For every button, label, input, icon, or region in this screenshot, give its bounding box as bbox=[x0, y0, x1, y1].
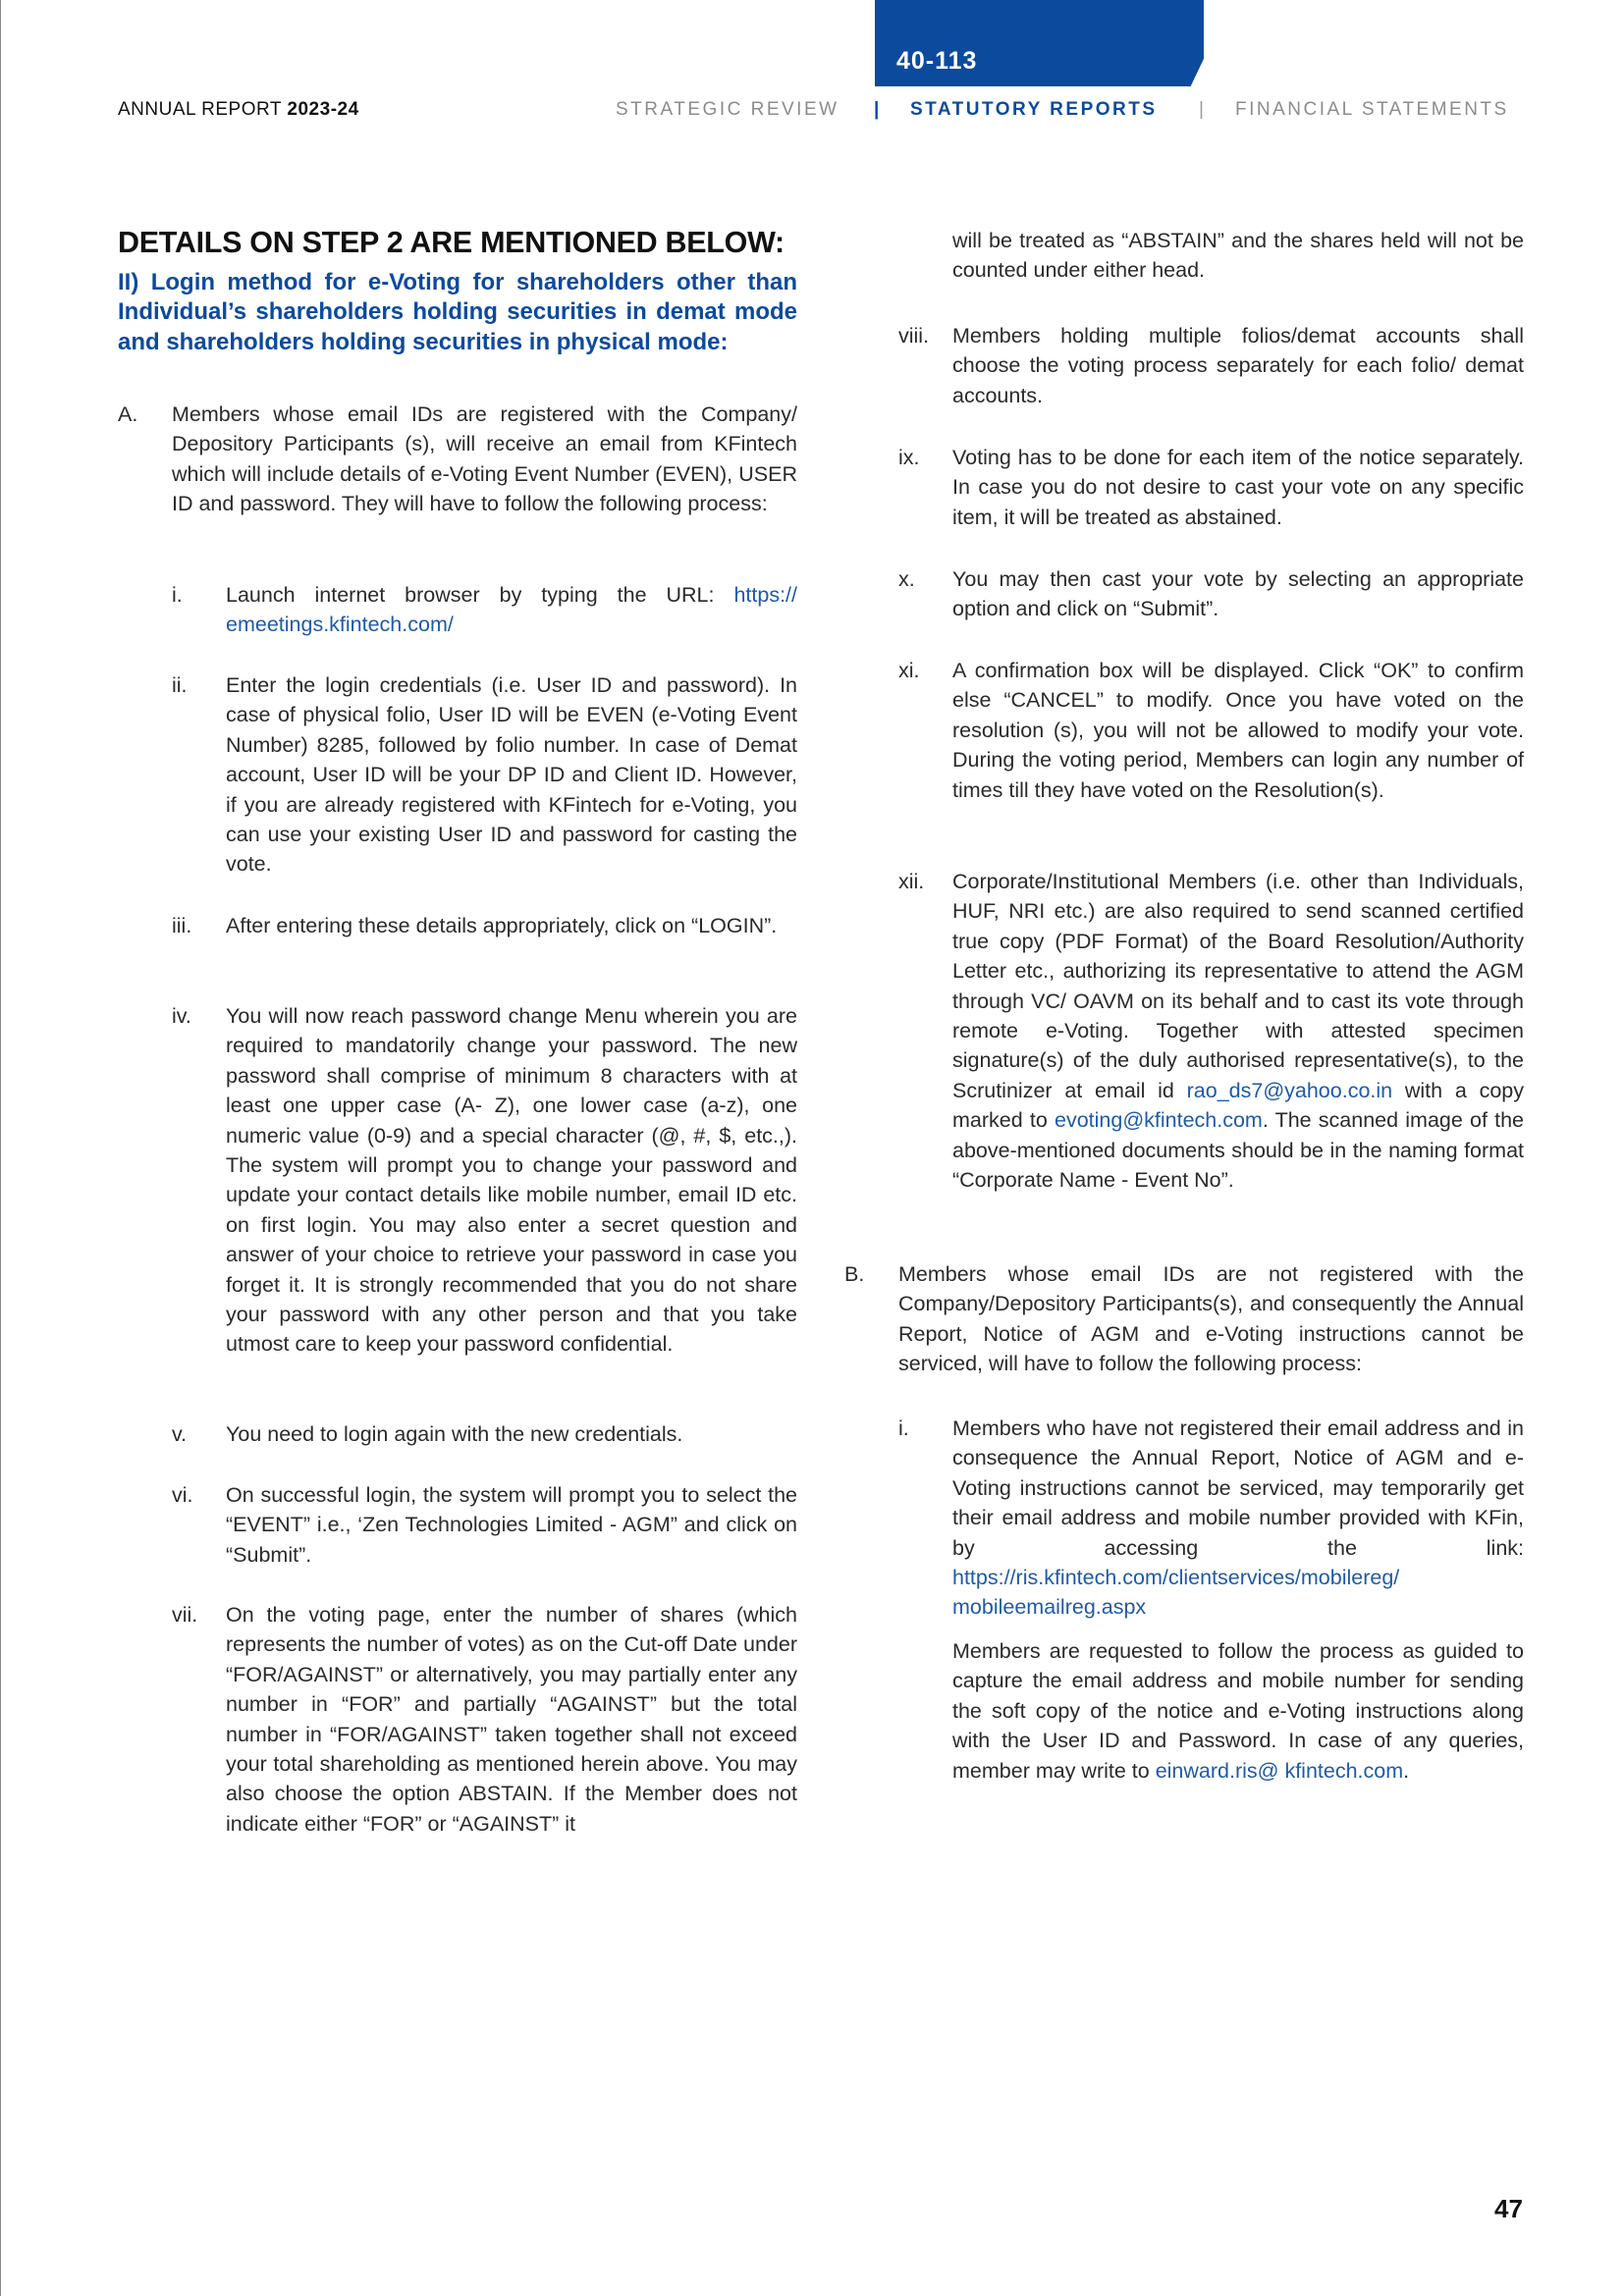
list-marker: B. bbox=[844, 1262, 865, 1286]
list-item bbox=[226, 580, 797, 640]
list-marker: ix. bbox=[898, 446, 920, 469]
section-subheading: II) Login method for e-Voting for shareholders other than Individual’s shareholders holding securities in demat mode and shareholders holding securities in physical mode: bbox=[118, 269, 797, 355]
list-item bbox=[952, 867, 1524, 1195]
list-item: On successful login, the system will prompt you to select the “EVENT” i.e., ‘Zen Technologies Limited - AGM” and click on “Submit”. bbox=[226, 1483, 797, 1567]
list-item-text: . bbox=[1403, 1758, 1410, 1783]
list-item-text: Launch internet browser by typing the URL: bbox=[226, 583, 734, 607]
list-marker: x. bbox=[898, 567, 915, 591]
nav-separator: | bbox=[1199, 99, 1204, 120]
list-item-text: Members are requested to follow the process as guided to capture the email address and mobile number for sending the soft copy of the notice and e-Voting instructions along with the User ID and Password. In case of any queries, member may write to bbox=[952, 1639, 1524, 1783]
url-link[interactable]: https:// emeetings.kfintech.com/ bbox=[226, 583, 797, 637]
list-marker: xii. bbox=[898, 870, 925, 893]
list-item-paragraph bbox=[952, 1636, 1524, 1786]
list-item: On the voting page, enter the number of shares (which represents the number of votes) as on the Cut-off Date under “FOR/AGAINST” or alternatively, you may partially enter any number in “FOR” and partially “AGAINST” but the total number in “FOR/AGAINST” taken together shall not exceed your total shareholding as mentioned herein above. You may also choose the option ABSTAIN. If the Member does not indicate either “FOR” or “AGAINST” it bbox=[226, 1603, 797, 1836]
page-number: 47 bbox=[1494, 2194, 1523, 2223]
list-marker: vi. bbox=[172, 1483, 193, 1507]
list-item-text: Corporate/Institutional Members (i.e. other than Individuals, HUF, NRI etc.) are also required to send scanned certified true copy (PDF Format) of the Board Resolution/Authority Letter etc., authorizing its representative to attend the AGM through VC/ OAVM on its behalf and to cast its vote through remote e-Voting. Together with attested specimen signature(s) of the duly authorised representative(s), to the Scrutinizer at email id bbox=[952, 870, 1524, 1102]
list-item: A confirmation box will be displayed. Click “OK” to confirm else “CANCEL” to modify. Once you have voted on the resolution (s), you will not be allowed to modify your vote. During the voting period, Members can login any number of times till they have voted on the Resolution(s). bbox=[952, 659, 1524, 802]
list-item: Members holding multiple folios/demat accounts shall choose the voting process separately for each folio/ demat accounts. bbox=[952, 324, 1524, 407]
list-item-text: with a copy marked to bbox=[952, 1078, 1524, 1133]
email-link[interactable]: rao_ds7@yahoo.co.in bbox=[1186, 1078, 1393, 1102]
list-item bbox=[952, 1414, 1524, 1623]
section-a-text: Members whose email IDs are registered with the Company/ Depository Participants (s), will receive an email from KFintech which will include details of e-Voting Event Number (EVEN), USER ID and password. They will have to follow the following process: bbox=[172, 402, 797, 516]
list-item: Voting has to be done for each item of the notice separately. In case you do not desire to cast your vote on any specific item, it will be treated as abstained. bbox=[952, 446, 1524, 529]
list-item-text: Members who have not registered their email address and in consequence the Annual Report, Notice of AGM and e-Voting instructions cannot be serviced, may temporarily get their email address and mobile number provided with KFin, by accessing the link: bbox=[952, 1416, 1524, 1560]
list-marker: v. bbox=[172, 1422, 188, 1446]
list-item: You may then cast your vote by selecting an appropriate option and click on “Submit”. bbox=[952, 567, 1524, 621]
section-heading: DETAILS ON STEP 2 ARE MENTIONED BELOW: bbox=[118, 226, 785, 259]
list-marker: vii. bbox=[172, 1603, 198, 1627]
nav-statutory-reports[interactable]: STATUTORY REPORTS bbox=[910, 99, 1158, 120]
list-marker: i. bbox=[898, 1416, 909, 1440]
nav-strategic-review[interactable]: STRATEGIC REVIEW bbox=[616, 99, 839, 120]
list-item: After entering these details appropriately, click on “LOGIN”. bbox=[226, 914, 778, 937]
email-link[interactable]: einward.ris@ kfintech.com bbox=[1155, 1758, 1404, 1783]
list-item: You need to login again with the new credentials. bbox=[226, 1422, 683, 1446]
list-item: Enter the login credentials (i.e. User ID and password). In case of physical folio, User ID will be EVEN (e-Voting Event Number) 8285, followed by folio number. In case of Demat account, User ID will be your DP ID and Client ID. However, if you are already registered with KFintech for e-Voting, you can use your existing User ID and password for casting the vote. bbox=[226, 673, 797, 877]
page-range: 40-113 bbox=[896, 47, 978, 75]
list-marker: viii. bbox=[898, 324, 930, 347]
report-title-text: ANNUAL REPORT bbox=[118, 99, 288, 120]
email-link[interactable]: evoting@kfintech.com bbox=[1054, 1108, 1263, 1133]
list-marker: iv. bbox=[172, 1004, 191, 1028]
url-link[interactable]: https://ris.kfintech.com/clientservices/mobilereg/ mobileemailreg.aspx bbox=[952, 1566, 1400, 1620]
list-item-continued: will be treated as “ABSTAIN” and the shares held will not be counted under either head. bbox=[952, 229, 1524, 283]
section-b-text: Members whose email IDs are not registered with the Company/Depository Participants(s), and consequently the Annual Report, Notice of AGM and e-Voting instructions cannot be serviced, will have to follow the following process: bbox=[898, 1262, 1524, 1376]
page-border bbox=[0, 0, 1, 2296]
nav-separator: | bbox=[874, 99, 880, 120]
list-marker: xi. bbox=[898, 659, 920, 682]
list-marker: ii. bbox=[172, 673, 188, 697]
list-marker: i. bbox=[172, 583, 183, 607]
nav-financial-statements[interactable]: FINANCIAL STATEMENTS bbox=[1235, 99, 1509, 120]
report-year: 2023-24 bbox=[287, 99, 359, 120]
list-item: You will now reach password change Menu wherein you are required to mandatorily change your password. The new password shall comprise of minimum 8 characters with at least one upper case (A- Z), one lower case (a-z), one numeric value (0-9) and a special character (@, #, $, etc.,). The system will prompt you to change your password and update your contact details like mobile number, email ID etc. on first login. You may also enter a secret question and answer of your choice to retrieve your password in case you forget it. It is strongly recommended that you do not share your password with any other person and that you take utmost care to keep your password confidential. bbox=[226, 1004, 797, 1357]
list-marker: A. bbox=[118, 402, 138, 426]
report-title bbox=[118, 99, 359, 121]
list-item-text: . The scanned image of the above-mentioned documents should be in the naming format “Corporate Name - Event No”. bbox=[952, 1108, 1524, 1193]
list-marker: iii. bbox=[172, 914, 192, 937]
